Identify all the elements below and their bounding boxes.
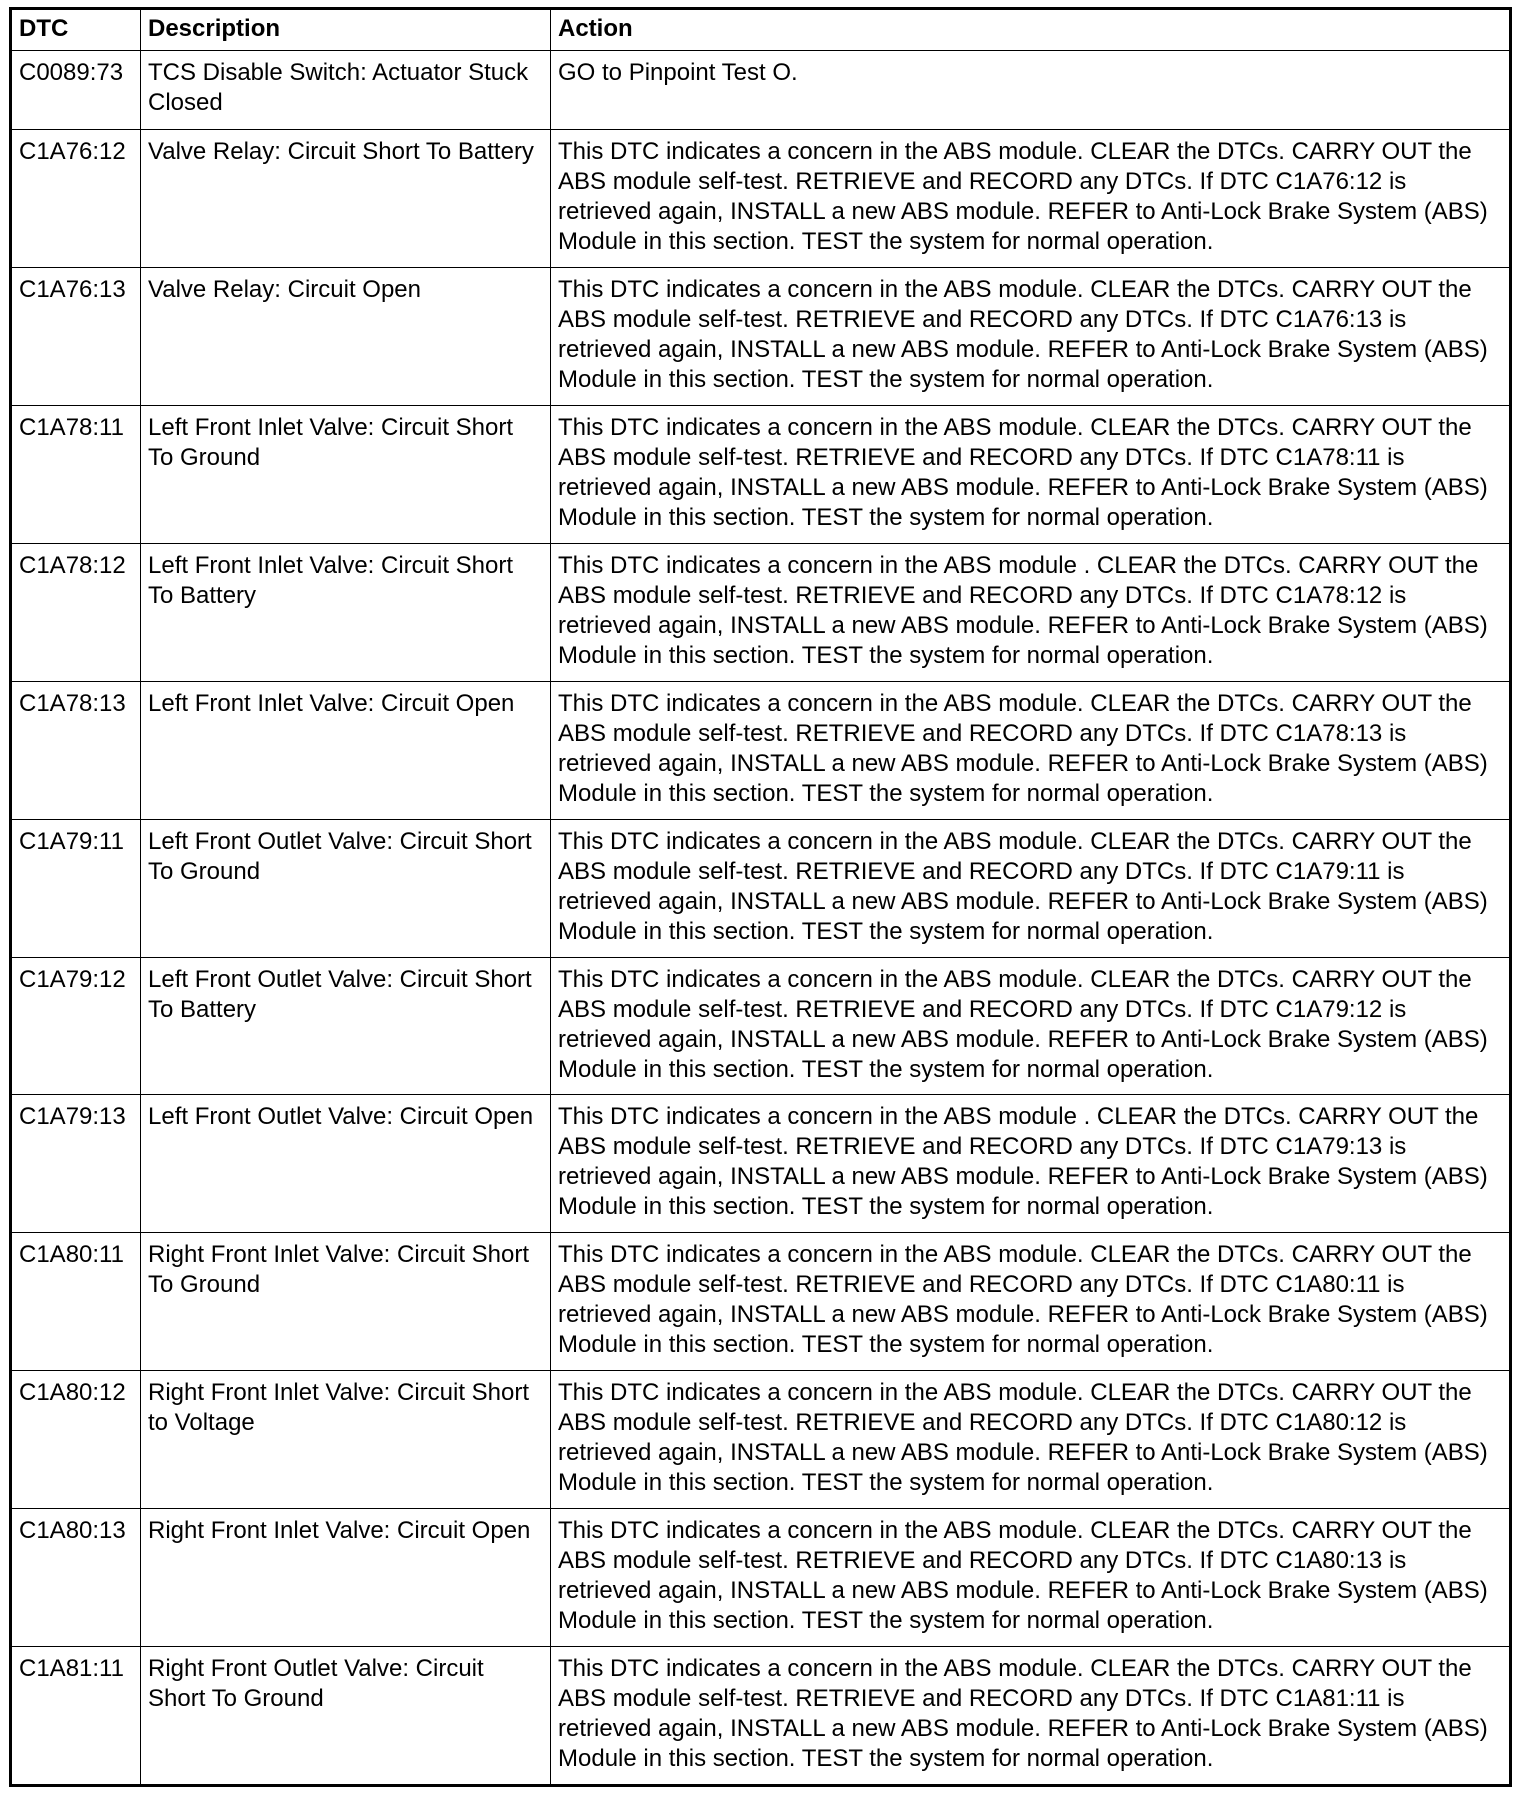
description-cell: Right Front Inlet Valve: Circuit Short To Ground [141, 1233, 551, 1371]
dtc-code-cell: C1A81:11 [11, 1647, 141, 1786]
table-row [11, 1095, 1511, 1233]
table-row [11, 268, 1511, 406]
dtc-code-cell: C1A80:11 [11, 1233, 141, 1371]
table-row [11, 681, 1511, 819]
dtc-code-cell: C1A79:11 [11, 819, 141, 957]
description-cell: Valve Relay: Circuit Open [141, 268, 551, 406]
dtc-table-container [9, 7, 1512, 1787]
dtc-code-cell: C1A80:13 [11, 1509, 141, 1647]
action-cell: This DTC indicates a concern in the ABS module. CLEAR the DTCs. CARRY OUT the ABS module self-test. RETRIEVE and RECORD any DTCs. If DTC C1A80:11 is retrieved again, INSTALL a new ABS module. REFER to Anti-Lock Brake System (ABS) Module in this section. TEST the system for normal operation. [551, 1233, 1511, 1371]
table-row [11, 1647, 1511, 1786]
dtc-code-cell: C1A78:12 [11, 543, 141, 681]
description-cell: Left Front Inlet Valve: Circuit Open [141, 681, 551, 819]
dtc-code-cell: C1A79:12 [11, 957, 141, 1095]
table-row [11, 405, 1511, 543]
dtc-code-cell: C0089:73 [11, 51, 141, 130]
dtc-code-cell: C1A79:13 [11, 1095, 141, 1233]
description-cell: Left Front Outlet Valve: Circuit Short To Battery [141, 957, 551, 1095]
column-header-dtc: DTC [11, 9, 141, 51]
dtc-code-cell: C1A80:12 [11, 1371, 141, 1509]
description-cell: Right Front Inlet Valve: Circuit Open [141, 1509, 551, 1647]
action-cell: This DTC indicates a concern in the ABS module. CLEAR the DTCs. CARRY OUT the ABS module self-test. RETRIEVE and RECORD any DTCs. If DTC C1A76:12 is retrieved again, INSTALL a new ABS module. REFER to Anti-Lock Brake System (ABS) Module in this section. TEST the system for normal operation. [551, 130, 1511, 268]
action-cell: This DTC indicates a concern in the ABS module. CLEAR the DTCs. CARRY OUT the ABS module self-test. RETRIEVE and RECORD any DTCs. If DTC C1A80:12 is retrieved again, INSTALL a new ABS module. REFER to Anti-Lock Brake System (ABS) Module in this section. TEST the system for normal operation. [551, 1371, 1511, 1509]
action-cell: This DTC indicates a concern in the ABS module. CLEAR the DTCs. CARRY OUT the ABS module self-test. RETRIEVE and RECORD any DTCs. If DTC C1A80:13 is retrieved again, INSTALL a new ABS module. REFER to Anti-Lock Brake System (ABS) Module in this section. TEST the system for normal operation. [551, 1509, 1511, 1647]
table-row [11, 1233, 1511, 1371]
description-cell: Right Front Outlet Valve: Circuit Short To Ground [141, 1647, 551, 1786]
description-cell: Valve Relay: Circuit Short To Battery [141, 130, 551, 268]
table-row [11, 130, 1511, 268]
action-cell: This DTC indicates a concern in the ABS module. CLEAR the DTCs. CARRY OUT the ABS module self-test. RETRIEVE and RECORD any DTCs. If DTC C1A79:11 is retrieved again, INSTALL a new ABS module. REFER to Anti-Lock Brake System (ABS) Module in this section. TEST the system for normal operation. [551, 819, 1511, 957]
description-cell: Right Front Inlet Valve: Circuit Short to Voltage [141, 1371, 551, 1509]
column-header-action: Action [551, 9, 1511, 51]
action-cell: This DTC indicates a concern in the ABS module. CLEAR the DTCs. CARRY OUT the ABS module self-test. RETRIEVE and RECORD any DTCs. If DTC C1A79:12 is retrieved again, INSTALL a new ABS module. REFER to Anti-Lock Brake System (ABS) Module in this section. TEST the system for normal operation. [551, 957, 1511, 1095]
table-header-row [11, 9, 1511, 51]
action-cell: This DTC indicates a concern in the ABS module . CLEAR the DTCs. CARRY OUT the ABS module self-test. RETRIEVE and RECORD any DTCs. If DTC C1A79:13 is retrieved again, INSTALL a new ABS module. REFER to Anti-Lock Brake System (ABS) Module in this section. TEST the system for normal operation. [551, 1095, 1511, 1233]
action-cell: This DTC indicates a concern in the ABS module. CLEAR the DTCs. CARRY OUT the ABS module self-test. RETRIEVE and RECORD any DTCs. If DTC C1A81:11 is retrieved again, INSTALL a new ABS module. REFER to Anti-Lock Brake System (ABS) Module in this section. TEST the system for normal operation. [551, 1647, 1511, 1786]
dtc-code-cell: C1A78:13 [11, 681, 141, 819]
table-row [11, 819, 1511, 957]
description-cell: Left Front Outlet Valve: Circuit Open [141, 1095, 551, 1233]
action-cell: This DTC indicates a concern in the ABS module. CLEAR the DTCs. CARRY OUT the ABS module self-test. RETRIEVE and RECORD any DTCs. If DTC C1A78:11 is retrieved again, INSTALL a new ABS module. REFER to Anti-Lock Brake System (ABS) Module in this section. TEST the system for normal operation. [551, 405, 1511, 543]
dtc-code-cell: C1A76:12 [11, 130, 141, 268]
dtc-code-cell: C1A78:11 [11, 405, 141, 543]
action-cell: GO to Pinpoint Test O. [551, 51, 1511, 130]
table-row [11, 957, 1511, 1095]
table-row [11, 1371, 1511, 1509]
action-cell: This DTC indicates a concern in the ABS module . CLEAR the DTCs. CARRY OUT the ABS module self-test. RETRIEVE and RECORD any DTCs. If DTC C1A78:12 is retrieved again, INSTALL a new ABS module. REFER to Anti-Lock Brake System (ABS) Module in this section. TEST the system for normal operation. [551, 543, 1511, 681]
dtc-code-cell: C1A76:13 [11, 268, 141, 406]
description-cell: TCS Disable Switch: Actuator Stuck Closed [141, 51, 551, 130]
table-row [11, 51, 1511, 130]
table-row [11, 1509, 1511, 1647]
dtc-table [9, 7, 1512, 1787]
description-cell: Left Front Inlet Valve: Circuit Short To Battery [141, 543, 551, 681]
description-cell: Left Front Inlet Valve: Circuit Short To Ground [141, 405, 551, 543]
action-cell: This DTC indicates a concern in the ABS module. CLEAR the DTCs. CARRY OUT the ABS module self-test. RETRIEVE and RECORD any DTCs. If DTC C1A76:13 is retrieved again, INSTALL a new ABS module. REFER to Anti-Lock Brake System (ABS) Module in this section. TEST the system for normal operation. [551, 268, 1511, 406]
column-header-description: Description [141, 9, 551, 51]
table-row [11, 543, 1511, 681]
description-cell: Left Front Outlet Valve: Circuit Short To Ground [141, 819, 551, 957]
action-cell: This DTC indicates a concern in the ABS module. CLEAR the DTCs. CARRY OUT the ABS module self-test. RETRIEVE and RECORD any DTCs. If DTC C1A78:13 is retrieved again, INSTALL a new ABS module. REFER to Anti-Lock Brake System (ABS) Module in this section. TEST the system for normal operation. [551, 681, 1511, 819]
